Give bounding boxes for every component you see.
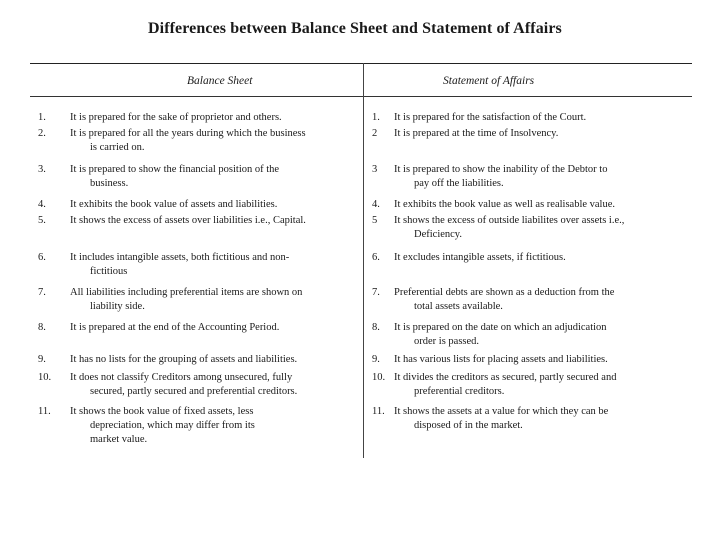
point-number: 6. bbox=[372, 252, 380, 263]
point-text-line: It is prepared to show the inability of the Debtor to bbox=[394, 164, 608, 175]
point-text-line: It exhibits the book value of assets and liabilities. bbox=[70, 199, 278, 210]
point-text bbox=[70, 163, 279, 191]
point-text-line: It is prepared to show the financial position of the bbox=[70, 164, 280, 175]
point-text bbox=[394, 251, 566, 265]
point-number: 1. bbox=[372, 112, 380, 123]
point-text-line: market value. bbox=[90, 434, 148, 445]
point-number: 4. bbox=[372, 199, 380, 210]
point-text-line: It includes intangible assets, both fictitious and non- bbox=[70, 252, 290, 263]
page-title: Differences between Balance Sheet and Statement of Affairs bbox=[148, 20, 562, 37]
point-text bbox=[70, 198, 277, 212]
point-number: 7. bbox=[38, 287, 46, 298]
point-text-line: fictitious bbox=[90, 266, 128, 277]
point-text bbox=[70, 353, 297, 367]
point-number: 8. bbox=[38, 322, 46, 333]
point-text bbox=[394, 111, 586, 125]
point-number: 3. bbox=[38, 164, 46, 175]
point-text-line: business. bbox=[90, 178, 129, 189]
point-text-line: It excludes intangible assets, if fictitious. bbox=[394, 252, 566, 263]
point-text-line: Deficiency. bbox=[414, 229, 462, 240]
point-number: 7. bbox=[372, 287, 380, 298]
point-number: 5. bbox=[38, 215, 46, 226]
point-number: 10. bbox=[372, 372, 386, 383]
point-text-line: disposed of in the market. bbox=[414, 420, 523, 431]
point-number: 11. bbox=[372, 406, 385, 417]
point-text-line: It is prepared for the sake of proprietor and others. bbox=[70, 112, 282, 123]
point-text bbox=[394, 371, 616, 399]
point-text-line: liability side. bbox=[90, 301, 145, 312]
point-text bbox=[394, 127, 558, 141]
point-text bbox=[70, 111, 282, 125]
point-number: 9. bbox=[38, 354, 46, 365]
point-text bbox=[394, 353, 608, 367]
point-text-line: It shows the assets at a value for which they can be bbox=[394, 406, 609, 417]
point-text-line: order is passed. bbox=[414, 336, 480, 347]
point-text bbox=[70, 127, 306, 155]
point-text-line: secured, partly secured and preferential creditors. bbox=[90, 386, 298, 397]
point-text-line: depreciation, which may differ from its bbox=[90, 420, 255, 431]
point-number: 8. bbox=[372, 322, 380, 333]
point-number: 2. bbox=[38, 128, 46, 139]
point-number: 10. bbox=[38, 372, 52, 383]
point-number: 3 bbox=[372, 164, 378, 175]
point-text bbox=[394, 198, 615, 212]
point-text-line: It divides the creditors as secured, partly secured and bbox=[394, 372, 617, 383]
point-text-line: It exhibits the book value as well as realisable value. bbox=[394, 199, 616, 210]
point-text-line: Preferential debts are shown as a deduction from the bbox=[394, 287, 615, 298]
point-text bbox=[394, 286, 614, 314]
point-text-line: It has various lists for placing assets and liabilities. bbox=[394, 354, 608, 365]
point-text bbox=[70, 321, 279, 335]
column-divider bbox=[363, 63, 364, 458]
point-text bbox=[394, 321, 607, 349]
point-text bbox=[70, 405, 255, 447]
point-text bbox=[70, 371, 297, 399]
point-text-line: All liabilities including preferential items are shown on bbox=[70, 287, 303, 298]
point-text bbox=[70, 251, 289, 279]
point-number: 4. bbox=[38, 199, 46, 210]
point-number: 11. bbox=[38, 406, 51, 417]
point-text-line: It is prepared on the date on which an adjudication bbox=[394, 322, 607, 333]
point-text bbox=[394, 405, 608, 433]
point-text bbox=[394, 163, 607, 191]
point-text-line: It is prepared at the time of Insolvency. bbox=[394, 128, 559, 139]
header-rule bbox=[30, 96, 692, 97]
point-text-line: It shows the excess of outside liabilites over assets i.e., bbox=[394, 215, 625, 226]
point-number: 2 bbox=[372, 128, 378, 139]
point-text bbox=[70, 214, 306, 228]
point-text-line: It has no lists for the grouping of assets and liabilities. bbox=[70, 354, 298, 365]
point-text-line: is carried on. bbox=[90, 142, 145, 153]
point-number: 5 bbox=[372, 215, 378, 226]
point-text bbox=[394, 214, 624, 242]
column-header-balance-sheet: Balance Sheet bbox=[187, 75, 253, 87]
point-number: 9. bbox=[372, 354, 380, 365]
point-text-line: It is prepared for the satisfaction of the Court. bbox=[394, 112, 587, 123]
point-text-line: total assets available. bbox=[414, 301, 503, 312]
top-rule bbox=[30, 63, 692, 64]
point-number: 6. bbox=[38, 252, 46, 263]
point-text-line: It does not classify Creditors among unsecured, fully bbox=[70, 372, 293, 383]
point-text-line: preferential creditors. bbox=[414, 386, 505, 397]
point-text-line: pay off the liabilities. bbox=[414, 178, 504, 189]
point-number: 1. bbox=[38, 112, 46, 123]
column-header-statement-of-affairs: Statement of Affairs bbox=[443, 75, 535, 87]
point-text-line: It is prepared for all the years during which the business bbox=[70, 128, 306, 139]
point-text-line: It shows the excess of assets over liabilities i.e., Capital. bbox=[70, 215, 306, 226]
point-text bbox=[70, 286, 302, 314]
point-text-line: It shows the book value of fixed assets, less bbox=[70, 406, 254, 417]
point-text-line: It is prepared at the end of the Accounting Period. bbox=[70, 322, 280, 333]
